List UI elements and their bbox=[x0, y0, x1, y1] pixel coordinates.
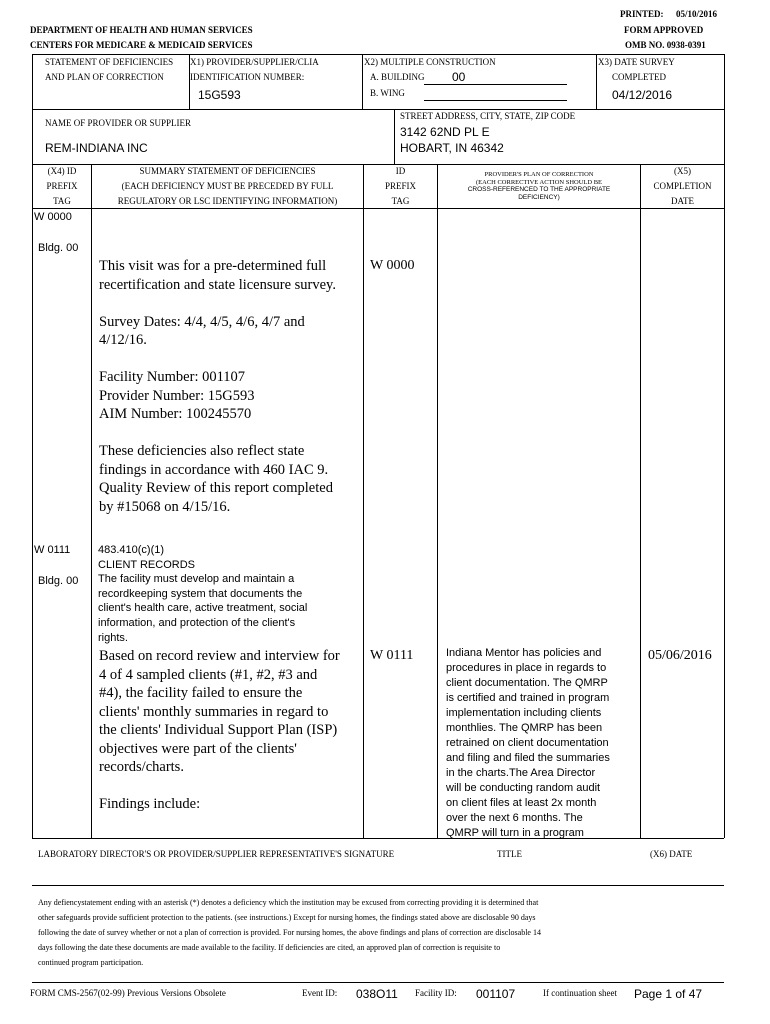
summary-text-2 bbox=[99, 647, 340, 814]
text-line: 4/12/16. bbox=[99, 332, 147, 348]
text-line bbox=[99, 350, 336, 369]
text-line: records/charts. bbox=[99, 759, 184, 775]
border bbox=[394, 109, 395, 164]
facility-id-value: 001107 bbox=[476, 987, 516, 1001]
completion-label: COMPLETION bbox=[653, 181, 712, 191]
regulation-text bbox=[98, 543, 307, 645]
text-line: on client files at least 2x month bbox=[446, 797, 597, 809]
statement-label: STATEMENT OF DEFICIENCIES bbox=[45, 57, 174, 67]
title-label: TITLE bbox=[497, 849, 522, 859]
plan-subheader: DEFICIENCY) bbox=[518, 194, 560, 201]
text-line: over the next 6 months. The bbox=[446, 812, 583, 824]
city-state-zip-value: HOBART, IN 46342 bbox=[400, 141, 504, 155]
deficiency-tag: W 0000 bbox=[34, 211, 72, 223]
text-line: rights. bbox=[98, 631, 128, 644]
plan-header: PROVIDER'S PLAN OF CORRECTION bbox=[484, 171, 594, 178]
text-line: Based on record review and interview for bbox=[99, 648, 340, 664]
col-border-right bbox=[724, 164, 725, 838]
page-number: Page 1 of 47 bbox=[634, 987, 703, 1001]
text-line: implementation including clients bbox=[446, 707, 602, 719]
plan-subheader: (EACH CORRECTIVE ACTION SHOULD BE bbox=[475, 179, 603, 186]
summary-text-1 bbox=[99, 257, 336, 516]
border bbox=[724, 54, 725, 164]
x1-label: X1) PROVIDER/SUPPLIER/CLIA bbox=[190, 57, 319, 67]
disclaimer-text bbox=[38, 895, 541, 970]
text-line: CLIENT RECORDS bbox=[98, 558, 195, 571]
printed-date: 05/10/2016 bbox=[676, 9, 718, 19]
text-line: objectives were part of the clients' bbox=[99, 740, 297, 757]
text-line: and filing and filed the summaries bbox=[446, 752, 610, 764]
completion-date: 05/06/2016 bbox=[648, 648, 712, 663]
text-line bbox=[99, 424, 336, 443]
text-line: Indiana Mentor has policies and bbox=[446, 647, 602, 659]
building-underline bbox=[424, 84, 567, 85]
street-address-value: 3142 62ND PL E bbox=[400, 125, 490, 139]
text-line: QMRP will turn in a program bbox=[446, 827, 584, 839]
col-border bbox=[437, 164, 438, 838]
text-line: retrained on client documentation bbox=[446, 737, 609, 749]
summary-header: SUMMARY STATEMENT OF DEFICIENCIES bbox=[139, 166, 316, 176]
border bbox=[32, 164, 724, 165]
deficiency-tag: W 0111 bbox=[34, 544, 71, 556]
text-line: findings in accordance with 460 IAC 9. bbox=[99, 461, 329, 478]
building-value: 00 bbox=[452, 70, 466, 84]
form-approved: FORM APPROVED bbox=[624, 25, 704, 35]
id-prefix-tag: W 0000 bbox=[370, 258, 415, 273]
text-line: Facility Number: 001107 bbox=[99, 369, 246, 385]
continuation-label: If continuation sheet bbox=[543, 988, 617, 998]
summary-subheader: REGULATORY OR LSC IDENTIFYING INFORMATION) bbox=[117, 196, 338, 206]
plan-label: AND PLAN OF CORRECTION bbox=[45, 72, 164, 82]
x2-label: X2) MULTIPLE CONSTRUCTION bbox=[364, 57, 496, 67]
footer-top-border bbox=[32, 982, 724, 983]
text-line: information, and protection of the client's bbox=[98, 616, 296, 629]
x5-label: (X5) bbox=[674, 166, 691, 176]
signature-bottom-border bbox=[32, 885, 724, 886]
date-label: DATE bbox=[671, 196, 694, 206]
text-line: will be conducting random audit bbox=[446, 782, 601, 794]
x4-id-label: (X4) ID bbox=[47, 166, 77, 176]
identification-label: IDENTIFICATION NUMBER: bbox=[190, 72, 305, 82]
x4-tag-label: TAG bbox=[53, 196, 71, 206]
col-border bbox=[363, 164, 364, 838]
street-address-label: STREET ADDRESS, CITY, STATE, ZIP CODE bbox=[400, 111, 576, 121]
centers-title: CENTERS FOR MEDICARE & MEDICAID SERVICES bbox=[30, 40, 253, 50]
text-line: AIM Number: 100245570 bbox=[99, 406, 252, 422]
text-line: the clients' Individual Support Plan (ISP) bbox=[99, 722, 338, 738]
provider-name-label: NAME OF PROVIDER OR SUPPLIER bbox=[45, 118, 192, 128]
text-line: recertification and state licensure survey. bbox=[99, 276, 336, 293]
wing-label: B. WING bbox=[370, 88, 405, 98]
provider-name-value: REM-INDIANA INC bbox=[45, 141, 148, 155]
provider-id-value: 15G593 bbox=[198, 88, 241, 102]
col-border bbox=[640, 164, 641, 838]
text-line: other safeguards provide sufficient protection to the patients. (see instructions.) Except for nursing homes, the findings stated above are disclosable 90 days bbox=[38, 913, 536, 922]
border bbox=[362, 54, 363, 109]
building-label: A. BUILDING bbox=[370, 72, 425, 82]
text-line: monthlies. The QMRP has been bbox=[446, 722, 603, 734]
text-line: continued program participation. bbox=[38, 958, 144, 967]
header-bottom-border bbox=[32, 208, 724, 209]
text-line: Provider Number: 15G593 bbox=[99, 387, 255, 404]
text-line: client's health care, active treatment, social bbox=[98, 602, 308, 615]
id-prefix-tag: W 0111 bbox=[370, 648, 414, 663]
building-tag: Bldg. 00 bbox=[38, 575, 79, 587]
text-line bbox=[99, 777, 340, 796]
x3-label: X3) DATE SURVEY bbox=[598, 57, 675, 67]
text-line: clients' monthly summaries in regard to bbox=[99, 703, 329, 720]
text-line: by #15068 on 4/15/16. bbox=[99, 498, 231, 515]
border bbox=[596, 54, 597, 109]
border bbox=[32, 54, 33, 109]
id-label: ID bbox=[395, 166, 406, 176]
department-title: DEPARTMENT OF HEALTH AND HUMAN SERVICES bbox=[30, 25, 253, 35]
text-line: Quality Review of this report completed bbox=[99, 480, 333, 496]
x6-date-label: (X6) DATE bbox=[650, 849, 693, 859]
plan-of-correction-text bbox=[446, 646, 610, 841]
text-line: These deficiencies also reflect state bbox=[99, 443, 305, 459]
facility-id-label: Facility ID: bbox=[415, 988, 457, 998]
text-line: days following the date these documents are made available to the facility. If deficiencies are cited, an approved plan of correction is requisite to bbox=[38, 943, 501, 952]
text-line: in the charts.The Area Director bbox=[446, 767, 596, 779]
text-line: 4 of 4 sampled clients (#1, #2, #3 and bbox=[99, 666, 318, 683]
table-top-border bbox=[32, 54, 724, 55]
form-number: FORM CMS-2567(02-99) Previous Versions Obsolete bbox=[30, 988, 226, 998]
text-line: procedures in place in regards to bbox=[446, 662, 607, 674]
building-tag: Bldg. 00 bbox=[38, 242, 79, 254]
text-line bbox=[99, 294, 336, 313]
text-line: following the date of survey whether or not a plan of correction is provided. For nursing homes, the above findings and plans of correction are disclosable 14 bbox=[38, 928, 541, 937]
border bbox=[32, 109, 33, 164]
text-line: 483.410(c)(1) bbox=[98, 544, 165, 556]
text-line: This visit was for a pre-determined full bbox=[99, 258, 327, 274]
text-line: recordkeeping system that documents the bbox=[98, 587, 303, 600]
signature-label: LABORATORY DIRECTOR'S OR PROVIDER/SUPPLIER REPRESENTATIVE'S SIGNATURE bbox=[38, 849, 395, 859]
completed-label: COMPLETED bbox=[612, 72, 666, 82]
text-line: Survey Dates: 4/4, 4/5, 4/6, 4/7 and bbox=[99, 313, 305, 330]
col-border bbox=[91, 164, 92, 838]
id-tag-label: TAG bbox=[391, 196, 410, 206]
body-bottom-border bbox=[32, 838, 724, 839]
id-prefix-label: PREFIX bbox=[384, 181, 416, 191]
omb-number: OMB NO. 0938-0391 bbox=[625, 40, 706, 50]
text-line: Any defiencystatement ending with an asterisk (*) denotes a deficiency which the institution may be excused from correcting providing it is determined that bbox=[38, 898, 539, 907]
wing-underline bbox=[424, 100, 567, 101]
event-id-label: Event ID: bbox=[302, 988, 338, 998]
text-line: client documentation. The QMRP bbox=[446, 677, 608, 689]
summary-subheader: (EACH DEFICIENCY MUST BE PRECEDED BY FULL bbox=[121, 181, 334, 191]
text-line: The facility must develop and maintain a bbox=[98, 573, 295, 586]
plan-subheader: CROSS-REFERENCED TO THE APPROPRIATE bbox=[467, 186, 611, 193]
x4-prefix-label: PREFIX bbox=[46, 181, 78, 191]
border bbox=[32, 109, 724, 110]
printed-label: PRINTED: bbox=[620, 9, 664, 19]
col-border-left bbox=[32, 164, 33, 838]
text-line: Findings include: bbox=[99, 796, 201, 812]
event-id-value: 038O11 bbox=[356, 987, 398, 1001]
text-line: #4), the facility failed to ensure the bbox=[99, 685, 303, 701]
text-line: is certified and trained in program bbox=[446, 692, 610, 704]
survey-date-value: 04/12/2016 bbox=[612, 88, 673, 102]
